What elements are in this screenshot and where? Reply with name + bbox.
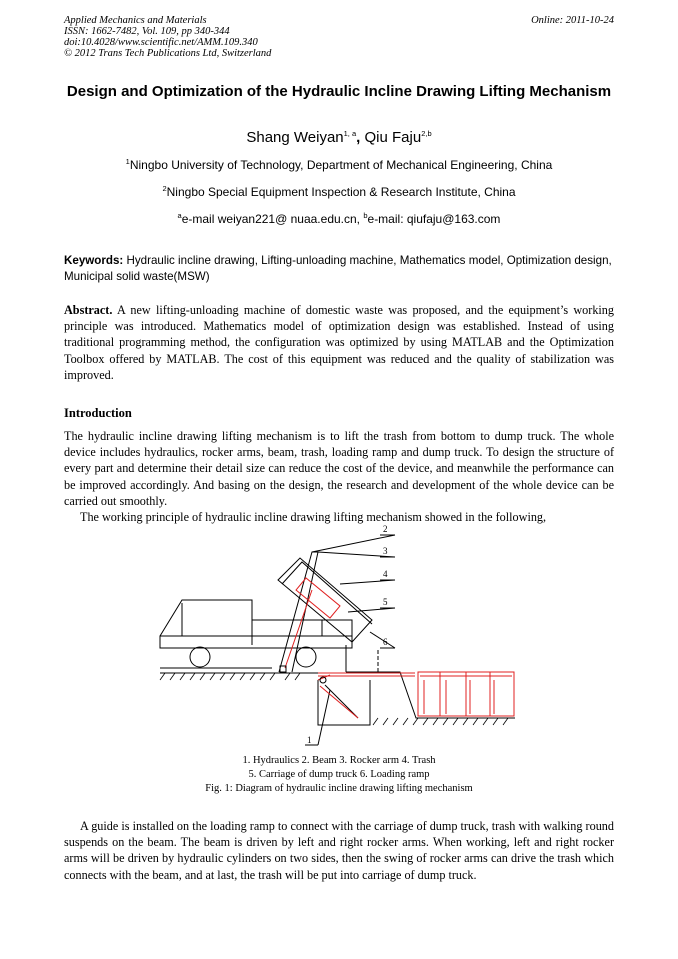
- journal-name: Applied Mechanics and Materials: [64, 15, 207, 26]
- mechanism-diagram: [150, 524, 520, 754]
- label-5: 5: [383, 597, 388, 607]
- hydraulic-cylinder: [325, 685, 358, 718]
- body-paragraph: A guide is installed on the loading ramp to connect with the carriage of dump truck, trash with walking round suspends on the beam. The beam is driven by left and right rocker arms. When working, left and right rocker arms will be driven by hydraulic cylinders on two sides, then the swing of rocker arms can drive the trash which connects with the beam, and at last, the trash will be put into carriage of dump truck.: [64, 819, 614, 882]
- label-4: 4: [383, 569, 388, 579]
- label-6: 6: [383, 637, 388, 647]
- label-2: 2: [383, 524, 388, 534]
- figure-caption: Fig. 1: Diagram of hydraulic incline drawing lifting mechanism: [205, 783, 473, 794]
- truck-bed: [160, 636, 352, 648]
- label-1: 1: [307, 735, 312, 745]
- affiliation-1-text: Ningbo University of Technology, Department of Mechanical Engineering, China: [129, 158, 553, 172]
- intro-paragraph-2: The working principle of hydraulic incline drawing lifting mechanism showed in the following,: [80, 510, 547, 524]
- beam: [279, 552, 318, 672]
- pit: [318, 680, 370, 725]
- truck-wheel-front: [190, 647, 210, 667]
- copyright-line: © 2012 Trans Tech Publications Ltd, Switzerland: [64, 48, 272, 59]
- truck-cab: [160, 600, 252, 645]
- author-2: Qiu Faju: [364, 129, 422, 146]
- email-b-sup: b: [363, 211, 368, 220]
- figure-legend-line-1: 1. Hydraulics 2. Beam 3. Rocker arm 4. Trash: [242, 755, 436, 766]
- figure-legend-line-2: 5. Carriage of dump truck 6. Loading ramp: [248, 769, 430, 780]
- abstract-label: Abstract.: [64, 303, 113, 317]
- doi-line: doi:10.4028/www.scientific.net/AMM.109.340: [64, 37, 258, 48]
- author-separator: ,: [356, 129, 365, 146]
- affiliation-1-sup: 1: [125, 157, 130, 166]
- email-a: e-mail weiyan221@ nuaa.edu.cn,: [181, 212, 364, 226]
- truck-wheel-rear: [296, 647, 316, 667]
- trash-bin-tilted: [278, 558, 372, 642]
- authors: [64, 129, 614, 146]
- email-b: e-mail: qiufaju@163.com: [367, 212, 501, 226]
- issn-line: ISSN: 1662-7482, Vol. 109, pp 340-344: [64, 26, 230, 37]
- author-1-sup: 1, a: [343, 129, 357, 138]
- email-line: [64, 211, 614, 226]
- affiliation-2-text: Ningbo Special Equipment Inspection & Research Institute, China: [166, 185, 516, 199]
- online-date: Online: 2011-10-24: [531, 15, 614, 26]
- affiliation-1: [64, 157, 614, 172]
- author-2-sup: 2,b: [421, 129, 432, 138]
- abstract: [64, 302, 614, 383]
- keywords-label: Keywords:: [64, 254, 124, 267]
- paper-title: Design and Optimization of the Hydraulic Incline Drawing Lifting Mechanism: [66, 83, 612, 100]
- abstract-text: A new lifting-unloading machine of domestic waste was proposed, and the equipment’s working principle was introduced. Mathematics model of optimization design was established. Instead of using traditional programming method, the configuration was optimized by using MATLAB and the Optimization Toolbox offered by MATLAB. The cost of this equipment was reduced and the quality of stabilization was improved.: [64, 303, 614, 382]
- affiliation-2: [64, 184, 614, 199]
- rocker-arm-red: [296, 578, 340, 618]
- author-1: Shang Weiyan: [246, 129, 344, 146]
- intro-paragraph-1: The hydraulic incline drawing lifting mechanism is to lift the trash from bottom to dump truck. The whole device includes hydraulics, rocker arms, beam, trash, loading ramp and dump truck. To design the structure of every part and determine their detail size can reduce the cost of the device, and meanwhile the performance can be improved accordingly. And basing on the design, the research and development of the whole device can be carried out smoothly.: [64, 429, 614, 508]
- keywords: [64, 253, 614, 285]
- keywords-text: Hydraulic incline drawing, Lifting-unloading machine, Mathematics model, Optimization design, Municipal solid waste(MSW): [64, 254, 612, 283]
- introduction-heading: Introduction: [64, 406, 132, 420]
- email-a-sup: a: [177, 211, 182, 220]
- label-3: 3: [383, 546, 388, 556]
- affiliation-2-sup: 2: [162, 184, 167, 193]
